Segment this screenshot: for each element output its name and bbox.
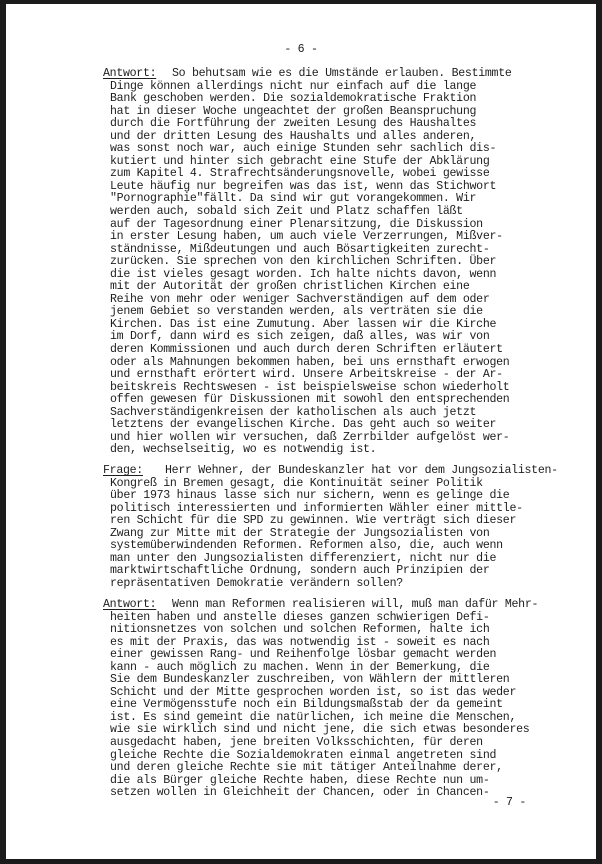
text-line: es mit der Praxis, das was notwendig ist - soweit es nach bbox=[110, 635, 490, 649]
section-label: Antwort: bbox=[103, 67, 157, 80]
text-line: So behutsam wie es die Umstände erlauben. Bestimmte bbox=[172, 67, 512, 80]
text-line: eine Vermögensstufe noch ein Bildungsmaßstab der da gemeint bbox=[110, 698, 503, 712]
text-line: und der dritten Lesung des Haushalts und alles anderen, bbox=[110, 129, 477, 143]
page-number-bottom: - 7 - bbox=[492, 796, 526, 809]
answer-section-1 bbox=[103, 68, 573, 457]
text-line: kutiert und hinter sich gebracht eine Stufe der Abklärung bbox=[110, 154, 490, 168]
text-line: deren Kommissionen und auch durch deren Schriften erläutert bbox=[110, 343, 503, 357]
text-line: Sachverständigenkreisen der katholischen als auch jetzt bbox=[110, 405, 477, 419]
text-line: heiten haben und anstelle dieses ganzen schwierigen Defi- bbox=[110, 610, 490, 624]
text-line: Sie dem Bundeskanzler zuschreiben, von Wählern der mittleren bbox=[110, 673, 510, 687]
section-label: Antwort: bbox=[103, 598, 157, 611]
question-section bbox=[103, 465, 573, 590]
text-line: politisch interessierten und informierten Wähler einer mittle- bbox=[110, 501, 523, 515]
answer-section-2 bbox=[103, 599, 573, 800]
text-line: Kirchen. Das ist eine Zumutung. Aber lassen wir die Kirche bbox=[110, 317, 497, 331]
text-line: man unter den Jungsozialisten differenziert, nicht nur die bbox=[110, 551, 497, 565]
question-text bbox=[103, 465, 573, 590]
text-line: werden auch, sobald sich Zeit und Platz schaffen läßt bbox=[110, 205, 463, 219]
text-line: letztens der evangelischen Kirche. Das geht auch so weiter bbox=[110, 418, 497, 432]
text-line: ständnisse, Mißdeutungen und auch Bösartigkeiten zurecht- bbox=[110, 242, 490, 256]
text-line: marktwirtschaftliche Ordnung, sondern auch Prinzipien der bbox=[110, 564, 490, 578]
text-line: einer gewissen Rang- und Reihenfolge lösbar gemacht werden bbox=[110, 648, 497, 662]
text-line: setzen wollen in Gleichheit der Chancen, oder in Chancen- bbox=[110, 786, 490, 800]
text-line: Bank geschoben werden. Die sozialdemokratische Fraktion bbox=[110, 92, 477, 106]
document-page bbox=[6, 4, 596, 859]
text-line: offen gewesen für Diskussionen mit sowohl den entsprechenden bbox=[110, 393, 510, 407]
text-line: Reihe von mehr oder weniger Sachverständigen auf dem oder bbox=[110, 292, 490, 306]
text-line: gleiche Rechte die Sozialdemokraten einmal angetreten sind bbox=[110, 748, 497, 762]
answer-1-text bbox=[103, 68, 573, 457]
text-line: die als Bürger gleiche Rechte haben, diese Rechte nun um- bbox=[110, 773, 490, 787]
text-line: Wenn man Reformen realisieren will, muß man dafür Mehr- bbox=[172, 598, 539, 611]
text-line: was sonst noch war, auch einige Stunden sehr sachlich dis- bbox=[110, 142, 497, 156]
text-line: Dinge können allerdings nicht nur einfach auf die lange bbox=[110, 79, 477, 93]
text-line: repräsentativen Demokratie verändern sollen? bbox=[110, 576, 403, 590]
text-line: über 1973 hinaus lasse sich nur sichern, wenn es gelinge die bbox=[110, 489, 510, 503]
text-line: durch die Fortführung der zweiten Lesung des Haushaltes bbox=[110, 117, 477, 131]
text-line: im Dorf, dann wird es sich zeigen, daß alles, was wir von bbox=[110, 330, 490, 344]
text-line: und hier wollen wir versuchen, daß Zerrbilder aufgelöst wer- bbox=[110, 430, 510, 444]
text-line: auf der Tagesordnung einer Plenarsitzung, die Diskussion bbox=[110, 217, 483, 231]
text-line: hat in dieser Woche ungeachtet der großen Beanspruchung bbox=[110, 104, 477, 118]
text-line: oder als Mahnungen bekommen haben, bei uns ernsthaft erwogen bbox=[110, 355, 510, 369]
text-line: "Pornographie"fällt. Da sind wir gut vorangekommen. Wir bbox=[110, 192, 477, 206]
text-line: in erster Lesung haben, um auch viele Verzerrungen, Mißver- bbox=[110, 230, 503, 244]
text-line: ren Schicht für die SPD zu gewinnen. Wie verträgt sich dieser bbox=[110, 514, 517, 528]
text-line: ist. Es sind gemeint die natürlichen, ich meine die Menschen, bbox=[110, 710, 517, 724]
text-line: Herr Wehner, der Bundeskanzler hat vor dem Jungsozialisten- bbox=[165, 464, 558, 477]
text-line: Kongreß in Bremen gesagt, die Kontinuität seiner Politik bbox=[110, 476, 483, 490]
page-number-top: - 6 - bbox=[284, 43, 318, 56]
text-line: systemüberwindenden Reformen. Reformen also, die, auch wenn bbox=[110, 539, 503, 553]
text-line: Zwang zur Mitte mit der Strategie der Jungsozialisten von bbox=[110, 526, 490, 540]
text-line: Schicht und der Mitte gesprochen worden ist, so ist das weder bbox=[110, 685, 517, 699]
text-line: kann - auch möglich zu machen. Wenn in der Bemerkung, die bbox=[110, 660, 490, 674]
section-label: Frage: bbox=[103, 464, 143, 477]
text-line: Leute häufig nur begreifen was das ist, wenn das Stichwort bbox=[110, 179, 497, 193]
text-line: und ernsthaft erörtert wird. Unsere Arbeitskreise - der Ar- bbox=[110, 368, 503, 382]
text-line: zum Kapitel 4. Strafrechtsänderungsnovelle, wobei gewisse bbox=[110, 167, 490, 181]
text-line: und deren gleiche Rechte sie mit tätiger Anteilnahme derer, bbox=[110, 761, 503, 775]
text-line: mit der Autorität der großen christlichen Kirchen eine bbox=[110, 280, 470, 294]
text-line: den, wechselseitig, wo es notwendig ist. bbox=[110, 443, 377, 457]
text-line: nitionsnetzes von solchen und solchen Reformen, halte ich bbox=[110, 623, 490, 637]
text-line: die ist vieles gesagt worden. Ich halte nichts davon, wenn bbox=[110, 267, 497, 281]
answer-2-text bbox=[103, 599, 573, 800]
text-line: wie sie wirklich sind und nicht jene, die sich etwas besonderes bbox=[110, 723, 530, 737]
text-line: zurücken. Sie sprechen von den kirchlichen Schriften. Über bbox=[110, 255, 497, 269]
text-line: beitskreis Rechtswesen - ist beispielsweise schon wiederholt bbox=[110, 380, 510, 394]
text-line: ausgedacht haben, jene breiten Volksschichten, für deren bbox=[110, 736, 483, 750]
text-line: jenem Gebiet so verstanden werden, als verträten sie die bbox=[110, 305, 483, 319]
